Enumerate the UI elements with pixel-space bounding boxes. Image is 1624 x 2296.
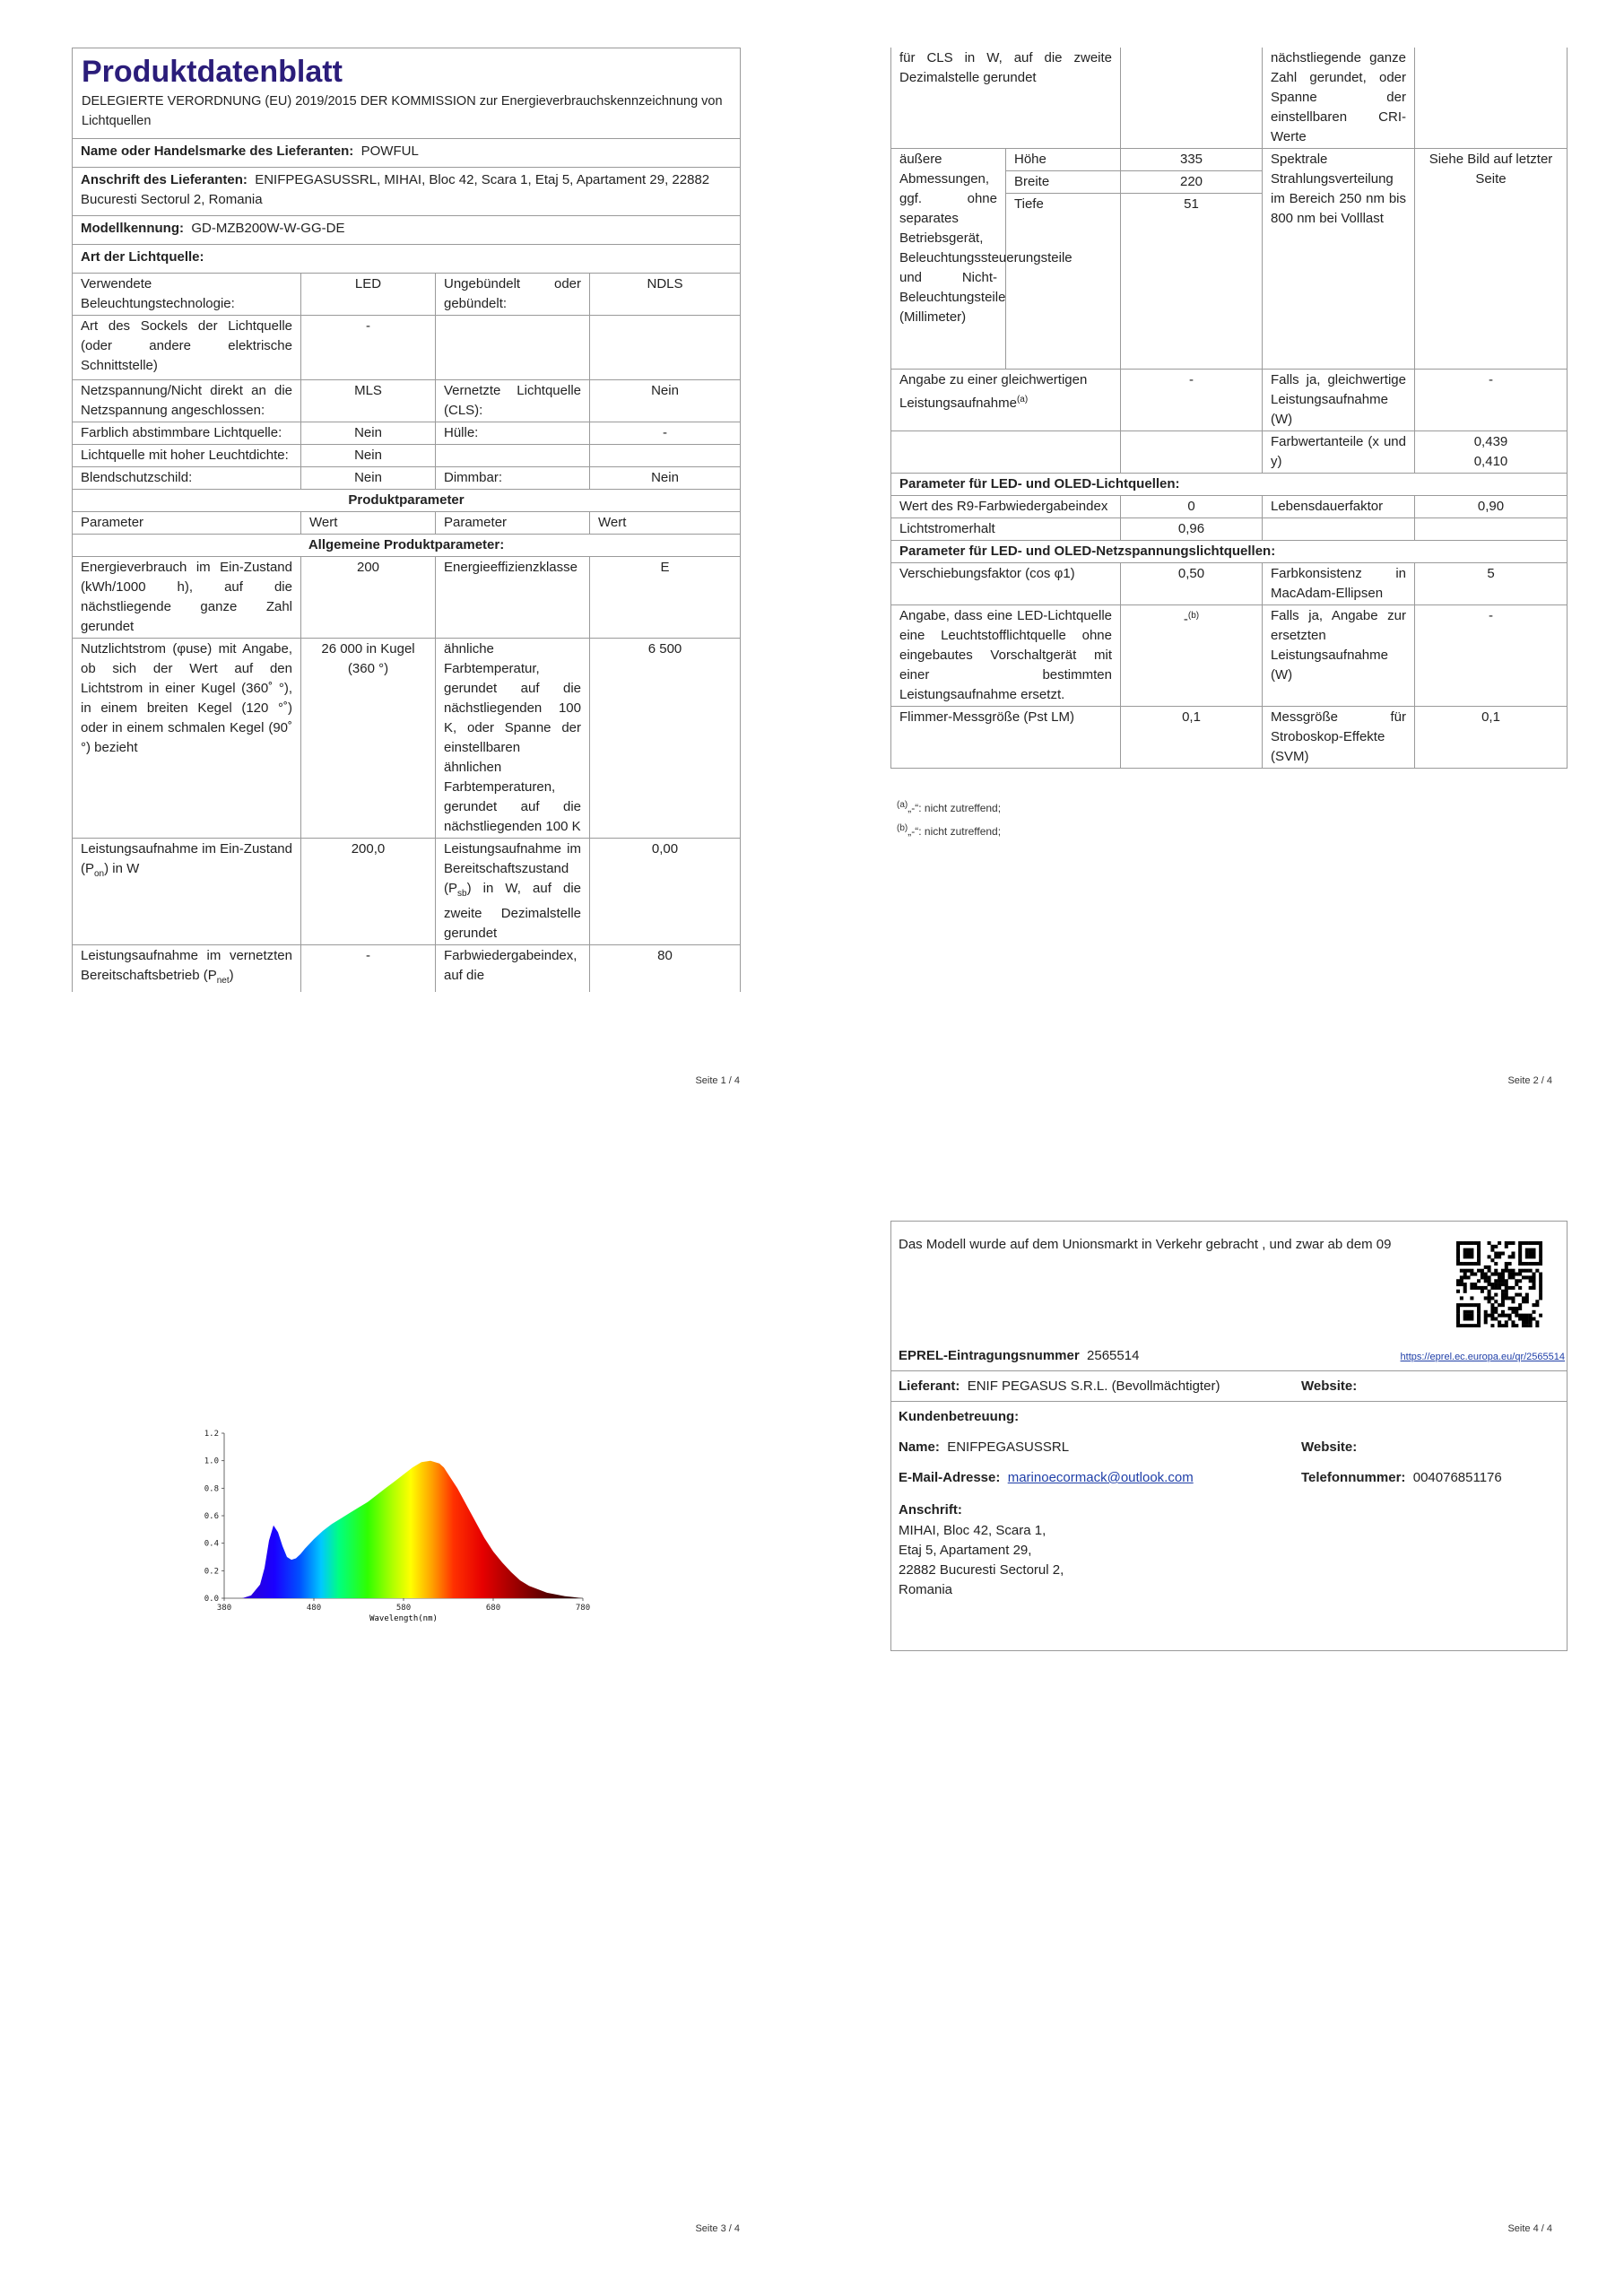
chromaticity-value: 0,439 0,410 (1415, 431, 1568, 474)
x-tick-label: 480 (306, 1604, 322, 1613)
eprel-number: 2565514 (1087, 1348, 1140, 1363)
tunable-label: Farblich abstimmbare Lichtquelle: (73, 422, 301, 445)
depth-label: Tiefe (1006, 194, 1121, 370)
dimensions-label: äußere Abmessungen, ggf. ohne separates Betriebsgerät, Beleuchtungssteuerungsteile und Nicht-Beleuchtungsteile (Millimeter) (891, 149, 1006, 370)
flux-value: 26 000 in Kugel (360 °) (301, 639, 436, 839)
plot-area (204, 1430, 590, 1613)
psb-value: 0,00 (590, 839, 741, 945)
regulation-subtitle: DELEGIERTE VERORDNUNG (EU) 2019/2015 DER KOMMISSION zur Energieverbrauchskennzeichnung von Lichtquellen (82, 94, 723, 128)
cri-value: 80 (590, 945, 741, 993)
phone-value: 004076851176 (1412, 1470, 1502, 1485)
customer-service-label: Kundenbetreuung: (899, 1409, 1020, 1424)
x-tick-label: 580 (395, 1604, 412, 1613)
flicker-value: 0,1 (1121, 707, 1263, 769)
contact-name-value: ENIFPEGASUSSRL (947, 1439, 1070, 1455)
pon-label: Leistungsaufnahme im Ein-Zustand $(P_{on})$ in W (73, 839, 301, 945)
website-label: Website: (1301, 1378, 1358, 1394)
page-number: Seite 3 / 4 (695, 2223, 740, 2234)
displacement-label: Verschiebungsfaktor (cos φ1) (891, 563, 1121, 605)
address-line: MIHAI, Bloc 42, Scara 1, (899, 1523, 1046, 1538)
cls-label: Vernetzte Lichtquelle (CLS): (436, 380, 590, 422)
maintenance-label: Lichtstromerhalt (891, 518, 1121, 541)
page-number: Seite 2 / 4 (1507, 1075, 1552, 1086)
high-luminance-label: Lichtquelle mit hoher Leuchtdichte: (73, 445, 301, 467)
colour-consistency-value: 5 (1415, 563, 1568, 605)
contact-name-row: Name: ENIFPEGASUSSRL (899, 1439, 1070, 1455)
x-axis-label: Wavelength(nm) (369, 1614, 438, 1623)
equiv-power-label: Angabe zu einer gleichwertigen Leistungsaufnahme$^{(a)}$ (891, 370, 1121, 431)
survival-label: Lebensdauerfaktor (1263, 496, 1415, 518)
tech-value: LED (301, 274, 436, 316)
col-value-header: Wert (301, 512, 436, 535)
psb-label: Leistungsaufnahme im Bereitschaftszustand $(P_{sb})$ in W, auf die zweite Dezimalstelle gerundet (436, 839, 590, 945)
tunable-value: Nein (301, 422, 436, 445)
stroboscopic-value: 0,1 (1415, 707, 1568, 769)
dimmable-label: Dimmbar: (436, 467, 590, 490)
mains-led-params-heading: Parameter für LED- und OLED-Netzspannungslichtquellen: (891, 541, 1568, 563)
r9-label: Wert des R9-Farbwiedergabeindex (891, 496, 1121, 518)
page-number: Seite 1 / 4 (695, 1075, 740, 1086)
mains-value: MLS (301, 380, 436, 422)
spectral-distribution-chart (179, 1422, 592, 1638)
spectrum-area (224, 1461, 583, 1598)
tech-label: Verwendete Beleuchtungstechnologie: (73, 274, 301, 316)
model-value: GD-MZB200W-W-GG-DE (191, 221, 345, 236)
product-data-table-continued (890, 48, 1568, 769)
high-luminance-value: Nein (301, 445, 436, 467)
y-tick-label: 0.2 (204, 1567, 219, 1577)
page-4 (812, 1148, 1624, 2296)
replacement-label: Angabe, dass eine LED-Lichtquelle eine Leuchtstofflichtquelle ohne eingebautes Vorschaltgerät mit einer bestimmten Leistungsaufnahme ersetzt. (891, 605, 1121, 707)
flicker-label: Flimmer-Messgröße (Pst LM) (891, 707, 1121, 769)
qr-code-icon[interactable] (1456, 1241, 1542, 1327)
stroboscopic-label: Messgröße für Stroboskop-Effekte (SVM) (1263, 707, 1415, 769)
general-params-heading: Allgemeine Produktparameter: (73, 535, 741, 557)
product-params-heading: Produktparameter (73, 490, 741, 512)
col-value-header-2: Wert (590, 512, 741, 535)
cri-label-continued: nächstliegende ganze Zahl gerundet, oder Spanne der einstellbaren CRI-Werte (1263, 48, 1415, 149)
website-2-label: Website: (1301, 1439, 1358, 1455)
equiv-power-2-value: - (1415, 370, 1568, 431)
chromaticity-label: Farbwertanteile (x und y) (1263, 431, 1415, 474)
address-label: Anschrift des Lieferanten: (81, 172, 248, 187)
y-tick-label: 0.4 (204, 1539, 219, 1549)
x-tick-label: 680 (485, 1604, 501, 1613)
glare-label: Blendschutzschild: (73, 467, 301, 490)
cct-label: ähnliche Farbtemperatur, gerundet auf die nächstliegenden 100 K, oder Spanne der einstellbaren ähnlichen Farbtemperaturen, gerundet auf die nächstliegenden 100 K (436, 639, 590, 839)
pnet-value: - (301, 945, 436, 993)
y-tick-label: 1.0 (204, 1457, 219, 1466)
width-value: 220 (1121, 171, 1263, 194)
spectral-value: Siehe Bild auf letzter Seite (1415, 149, 1568, 370)
energy-label: Energieverbrauch im Ein-Zustand (kWh/1000 h), auf die nächstliegende ganze Zahl gerundet (73, 557, 301, 639)
unbundled-label: Ungebündelt oder gebündelt: (436, 274, 590, 316)
depth-value: 51 (1121, 194, 1263, 370)
r9-value: 0 (1121, 496, 1263, 518)
phone-row: Telefonnummer: 004076851176 (1301, 1470, 1502, 1485)
y-tick-label: 1.2 (204, 1430, 219, 1439)
address-block (899, 1521, 1064, 1600)
address-line: Romania (899, 1582, 953, 1597)
page-1 (0, 0, 812, 1148)
height-label: Höhe (1006, 149, 1121, 171)
pnet-label-continued: für CLS in W, auf die zweite Dezimalstelle gerundet (891, 48, 1121, 149)
y-tick-label: 0.8 (204, 1484, 219, 1494)
maintenance-value: 0,96 (1121, 518, 1263, 541)
cls-value: Nein (590, 380, 741, 422)
replacement-2-label: Falls ja, Angabe zur ersetzten Leistungsaufnahme (W) (1263, 605, 1415, 707)
eprel-link[interactable]: https://eprel.ec.europa.eu/qr/2565514 (1400, 1352, 1565, 1362)
displacement-value: 0,50 (1121, 563, 1263, 605)
glare-value: Nein (301, 467, 436, 490)
cri-label: Farbwiedergabeindex, auf die (436, 945, 590, 993)
page-title: Produktdatenblatt (82, 55, 343, 89)
footnote-b: $^{(b)}$„-“: nicht zutreffend; (897, 823, 1002, 838)
footnote-a: $^{(a)}$„-“: nicht zutreffend; (897, 800, 1002, 814)
y-tick-label: 0.6 (204, 1512, 219, 1521)
y-tick-label: 0.0 (204, 1595, 219, 1604)
page-3 (0, 1148, 812, 2296)
eprel-registration: EPREL-Eintragungsnummer 2565514 (899, 1348, 1140, 1363)
pnet-label: Leistungsaufnahme im vernetzten Bereitschaftsbetrieb $(P_{net})$ (73, 945, 301, 993)
led-params-heading: Parameter für LED- und OLED-Lichtquellen: (891, 474, 1568, 496)
energy-value: 200 (301, 557, 436, 639)
page-2 (812, 0, 1624, 1148)
x-tick-label: 380 (216, 1604, 232, 1613)
height-value: 335 (1121, 149, 1263, 171)
page-number: Seite 4 / 4 (1507, 2223, 1552, 2234)
equiv-power-2-label: Falls ja, gleichwertige Leistungsaufnahme (W) (1263, 370, 1415, 431)
col-param-header: Parameter (73, 512, 301, 535)
market-date-text: Das Modell wurde auf dem Unionsmarkt in Verkehr gebracht , und zwar ab dem 09 (899, 1237, 1392, 1252)
flux-label: Nutzlichtstrom (φuse) mit Angabe, ob sich der Wert auf den Lichtstrom in einer Kugel (360˚ °), in einem breiten Kegel (120 °˚) oder in einem schmalen Kegel (90˚ °) bezieht (73, 639, 301, 839)
supplier-value: ENIF PEGASUS S.R.L. (Bevollmächtigter) (967, 1378, 1220, 1394)
address-line: Etaj 5, Apartament 29, (899, 1543, 1032, 1558)
survival-value: 0,90 (1415, 496, 1568, 518)
product-data-table (72, 48, 741, 992)
cct-value: 6 500 (590, 639, 741, 839)
light-type-heading: Art der Lichtquelle: (73, 245, 741, 274)
col-param-header-2: Parameter (436, 512, 590, 535)
cap-value: - (301, 316, 436, 380)
equiv-power-value: - (1121, 370, 1263, 431)
pon-value: 200,0 (301, 839, 436, 945)
supplier-name-value: POWFUL (360, 144, 419, 159)
address-value: ENIFPEGASUSSRL, MIHAI, Bloc 42, Scara 1, Etaj 5, Apartament 29, 22882 Bucuresti Sectorul 2, Romania (81, 172, 710, 207)
supplier-name-label: Name oder Handelsmarke des Lieferanten: (81, 144, 354, 159)
unbundled-value: NDLS (590, 274, 741, 316)
address-line: 22882 Bucuresti Sectorul 2, (899, 1562, 1064, 1578)
replacement-2-value: - (1415, 605, 1568, 707)
energy-class-value: E (590, 557, 741, 639)
envelope-value: - (590, 422, 741, 445)
x-tick-label: 780 (575, 1604, 591, 1613)
model-label: Modellkennung: (81, 221, 184, 236)
cap-label: Art des Sockels der Lichtquelle (oder andere elektrische Schnittstelle) (73, 316, 301, 380)
email-row: E-Mail-Adresse: marinoecormack@outlook.com (899, 1470, 1194, 1485)
replacement-value: -$^{(b)}$ (1121, 605, 1263, 707)
supplier-row: Lieferant: ENIF PEGASUS S.R.L. (Bevollmächtigter) (899, 1378, 1220, 1394)
energy-class-label: Energieeffizienzklasse (436, 557, 590, 639)
eprel-info-box (890, 1221, 1568, 1651)
mains-label: Netzspannung/Nicht direkt an die Netzspannung angeschlossen: (73, 380, 301, 422)
envelope-label: Hülle: (436, 422, 590, 445)
dimmable-value: Nein (590, 467, 741, 490)
email-link[interactable]: marinoecormack@outlook.com (1007, 1470, 1194, 1485)
spectral-label: Spektrale Strahlungsverteilung im Bereich 250 nm bis 800 nm bei Volllast (1263, 149, 1415, 370)
width-label: Breite (1006, 171, 1121, 194)
colour-consistency-label: Farbkonsistenz in MacAdam-Ellipsen (1263, 563, 1415, 605)
address-label: Anschrift: (899, 1502, 962, 1518)
